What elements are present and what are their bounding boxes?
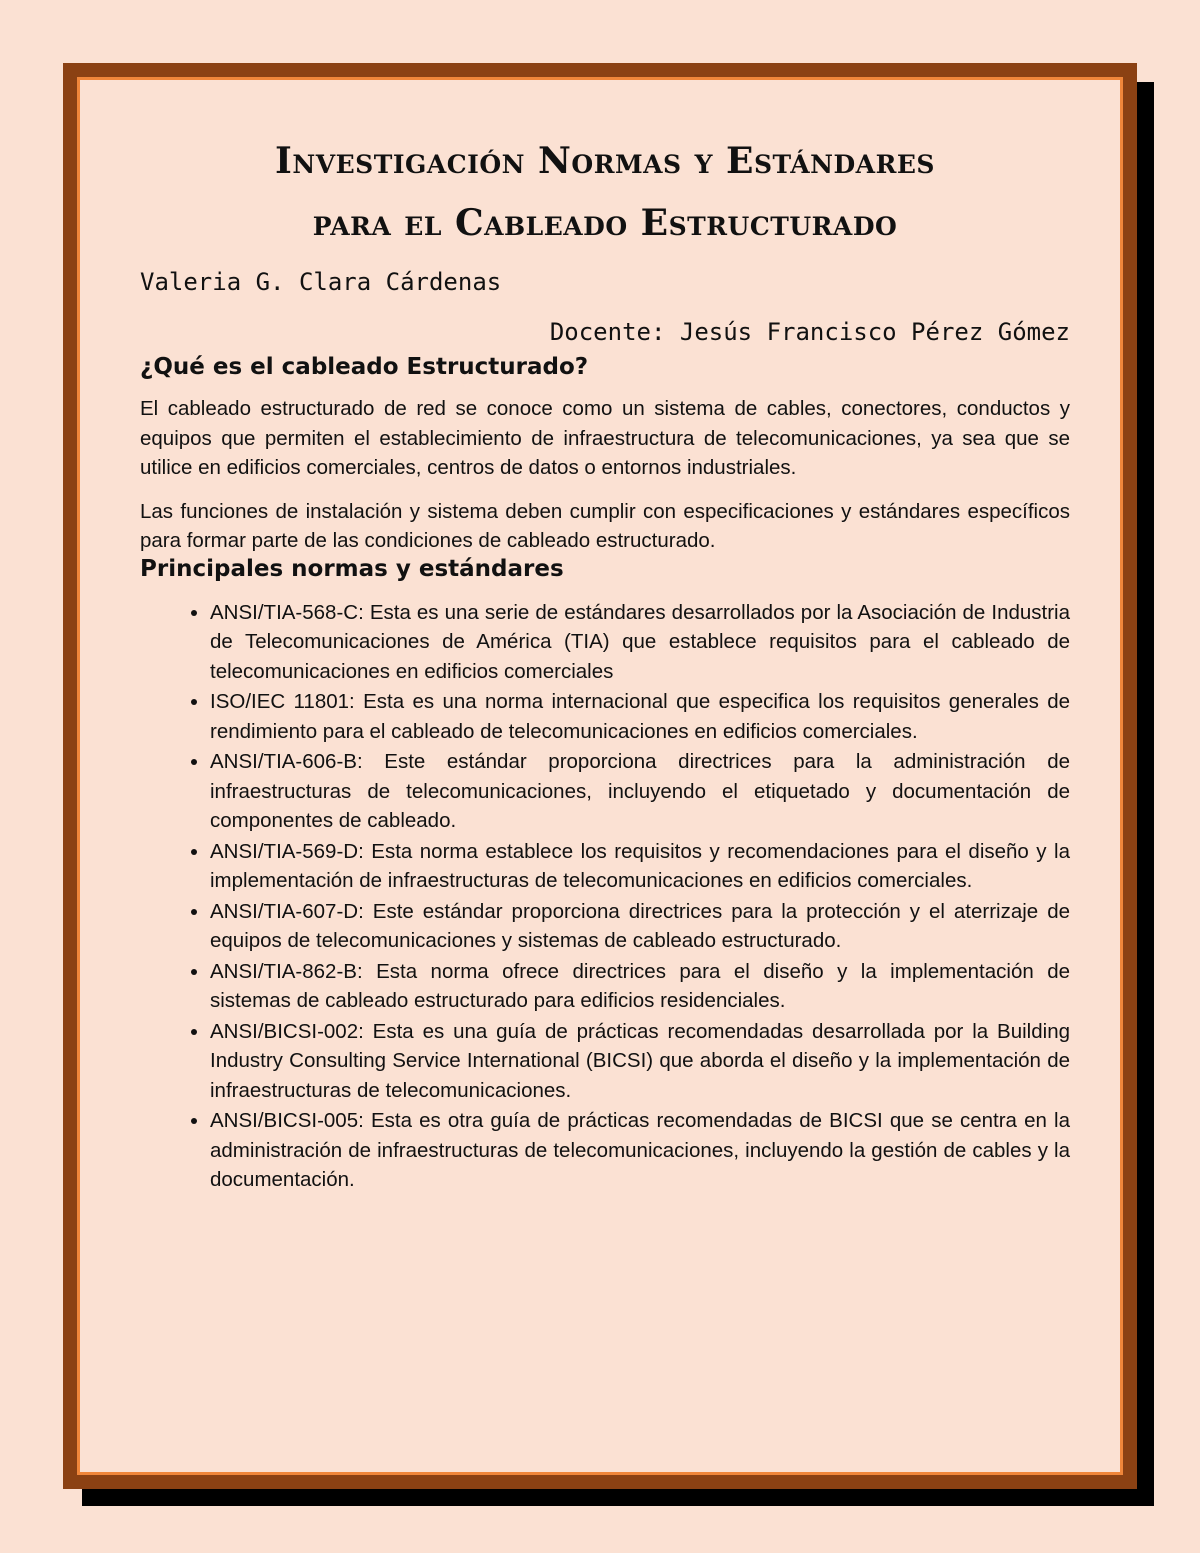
document-title [140, 130, 1070, 254]
section-heading-norms: Principales normas y estándares [140, 555, 564, 582]
norms-list [140, 598, 1070, 1195]
author-name: Valeria G. Clara Cárdenas [140, 268, 502, 296]
list-item: • ANSI/TIA-569-D: Esta norma establece los requisitos y recomendaciones para el diseño y la implementación de infraestructuras de telecomunicaciones en edificios comerciales. [210, 837, 1070, 896]
title-line-1: Investigación Normas y Estándares [275, 140, 935, 182]
section-heading-what-is: ¿Qué es el cableado Estructurado? [140, 354, 589, 380]
list-item: • ANSI/TIA-607-D: Este estándar proporciona directrices para la protección y el aterrizaje de equipos de telecomunicaciones y sistemas de cableado estructurado. [210, 897, 1070, 956]
list-item: • ANSI/TIA-606-B: Este estándar proporciona directrices para la administración de infraestructuras de telecomunicaciones, incluyendo el etiquetado y documentación de componentes de cableado. [210, 747, 1070, 836]
title-line-2: para el Cableado Estructurado [312, 202, 898, 244]
list-item: • ANSI/BICSI-005: Esta es otra guía de prácticas recomendadas de BICSI que se centra en la administración de infraestructuras de telecomunicaciones, incluyendo la gestión de cables y la documentación. [210, 1106, 1070, 1195]
paragraph: Las funciones de instalación y sistema deben cumplir con especificaciones y estándares específicos para formar parte de las condiciones de cableado estructurado. [140, 499, 1070, 552]
list-item: • ISO/IEC 11801: Esta es una norma internacional que especifica los requisitos generales de rendimiento para el cableado de telecomunicaciones en edificios comerciales. [210, 687, 1070, 746]
teacher-name: Docente: Jesús Francisco Pérez Gómez [549, 318, 1070, 346]
document-content [140, 130, 1070, 1196]
list-item: • ANSI/TIA-862-B: Esta norma ofrece directrices para el diseño y la implementación de sistemas de cableado estructurado para edificios residenciales. [210, 957, 1070, 1016]
paragraph: El cableado estructurado de red se conoce como un sistema de cables, conectores, conductos y equipos que permiten el establecimiento de infraestructura de telecomunicaciones, ya sea que se utilice en edificios comerciales, centros de datos o entornos industriales. [140, 397, 1070, 479]
list-item: • ANSI/BICSI-002: Esta es una guía de prácticas recomendadas desarrollada por la Building Industry Consulting Service International (BICSI) que aborda el diseño y la implementación de infraestructuras de telecomunicaciones. [210, 1017, 1070, 1106]
list-item: • ANSI/TIA-568-C: Esta es una serie de estándares desarrollados por la Asociación de Industria de Telecomunicaciones de América (TIA) que establece requisitos para el cableado de telecomunicaciones en edificios comerciales [210, 598, 1070, 687]
